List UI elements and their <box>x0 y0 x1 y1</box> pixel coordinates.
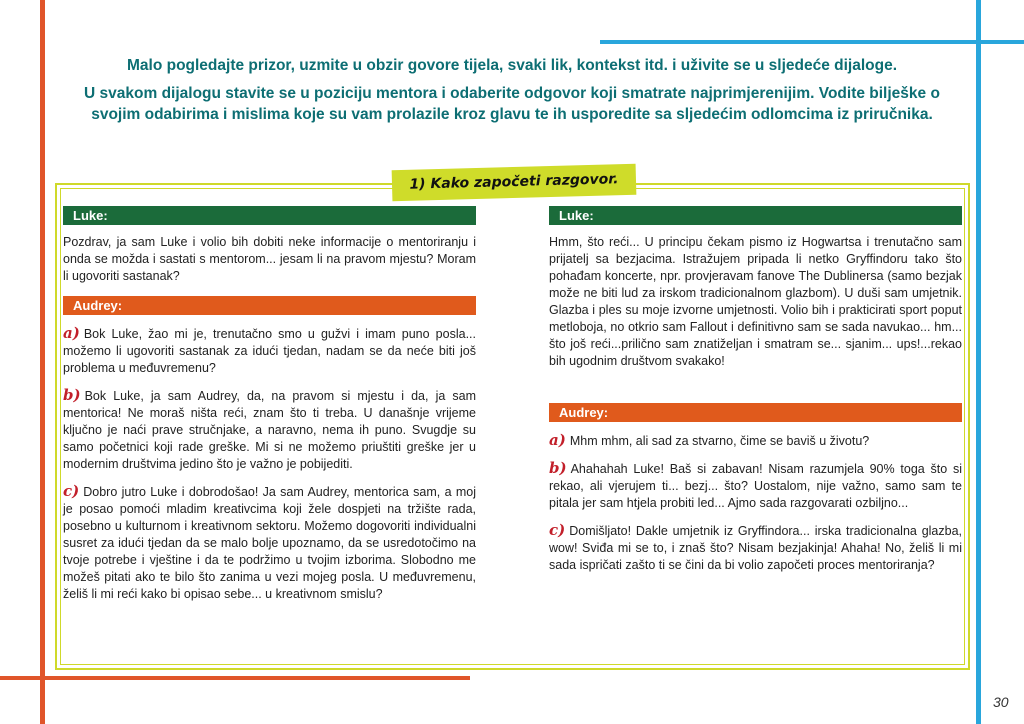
option-text: Bok Luke, žao mi je, trenutačno smo u gužvi i imam puno posla... možemo li ugovoriti sastanak za idući tjedan, nadam se da neće biti još problema u međuvremenu? <box>63 327 476 375</box>
page-number: 30 <box>993 694 1009 710</box>
intro-line-1: Malo pogledajte prizor, uzmite u obzir govore tijela, svaki lik, kontekst itd. i uživite se u sljedeće dijaloge. <box>126 57 898 74</box>
blue-vertical-line <box>976 0 981 724</box>
luke-label: Luke: <box>549 206 962 225</box>
audrey-label: Audrey: <box>549 403 962 422</box>
option-b <box>549 460 962 512</box>
orange-horizontal-line <box>0 676 470 680</box>
option-text: Ahahahah Luke! Baš si zabavan! Nisam razumjela 90% toga što si rekao, ali vjerujem ti... bezj... što? Uostalom, nije važno, samo sam te pitala jer sam htjela probiti led... Ajmo sada razgovarati ozbiljno... <box>549 462 962 510</box>
orange-vertical-line <box>40 0 45 724</box>
left-column <box>63 206 476 603</box>
option-letter: c) <box>549 521 566 539</box>
blue-horizontal-line <box>600 40 1024 44</box>
option-letter: a) <box>549 431 566 449</box>
option-text: Dobro jutro Luke i dobrodošao! Ja sam Audrey, mentorica sam, a moj je posao pomoći mladim kreativcima koji žele dospjeti na tržište rada, posebno u kulturnom i kreativnom sektoru. Možemo dogovoriti individualni susret za idući tjedan da se malo bolje upoznamo, da se usredotočimo na tvoje potrebe i vještine i da te podržimo u tvojim izborima. Slobodno me možeš pitati ako te bilo što zanima u vezi mojeg posla. U međuvremenu, želiš li mi reći kako bi opisao sebe... u kreativnom smislu? <box>63 485 476 601</box>
option-c <box>549 522 962 574</box>
intro-line-2: U svakom dijalogu stavite se u poziciju mentora i odaberite odgovor koji smatrate najprimjerenijim. Vodite bilješke o svojim odabirima i mislima koje su vam prolazile kroz glavu te ih usporedite sa sljedećim odlomcima iz priručnika. <box>84 85 940 123</box>
luke-text: Hmm, što reći... U principu čekam pismo iz Hogwartsa i trenutačno sam prijatelj sa bezjacima. Istražujem pripada li netko Gryffindoru tako što pohađam koncerte, npr. provjeravam fanove The Dublinersa (samo bezjak može ne biti lud za irskom tradicionalnom glazbom). U duši sam umjetnik. Glazba i ples su moje izvorne umjetnosti. Volio bih i prakticirati sport poput metloboja, no otkrio sam Fallout i definitivno sam se sada navukao... hm... što još reći...prilično sam znatiželjan i smatram se... sjanim... ups!...rekao bih ugodnim društvom svakako! <box>549 235 962 368</box>
option-letter: b) <box>549 459 567 477</box>
option-text: Domišljato! Dakle umjetnik iz Gryffindora... irska tradicionalna glazba, wow! Sviđa mi se to, i znaš što? Nisam bezjakinja! Ahaha! No, želiš li mi sada ispričati zašto ti se čini da bi volio započeti proces mentoriranja? <box>549 524 962 572</box>
section-title: 1) Kako započeti razgovor. <box>392 164 637 201</box>
audrey-label: Audrey: <box>63 296 476 315</box>
right-column <box>549 206 962 574</box>
luke-label: Luke: <box>63 206 476 225</box>
option-a <box>549 432 962 450</box>
luke-text: Pozdrav, ja sam Luke i volio bih dobiti neke informacije o mentoriranju i onda se možda i sastati s mentorom... jesam li na pravom mjestu? Moram li ugovoriti sastanak? <box>63 235 476 283</box>
option-text: Bok Luke, ja sam Audrey, da, na pravom si mjestu i da, ja sam mentorica! Ne moraš ništa reći, znam što ti treba. U današnje vrijeme ključno je naći prave stručnjake, a naravno, nema ih puno. Svugdje su samo početnici koji rade greške. Mi si ne možemo priuštiti greške jer u modernim društvima jedino što je važno je pobijediti. <box>63 389 476 471</box>
option-b <box>63 387 476 473</box>
option-a <box>63 325 476 377</box>
option-text: Mhm mhm, ali sad za stvarno, čime se baviš u životu? <box>569 434 870 448</box>
option-letter: c) <box>63 482 80 500</box>
option-c <box>63 483 476 603</box>
option-letter: a) <box>63 324 80 342</box>
option-letter: b) <box>63 386 81 404</box>
